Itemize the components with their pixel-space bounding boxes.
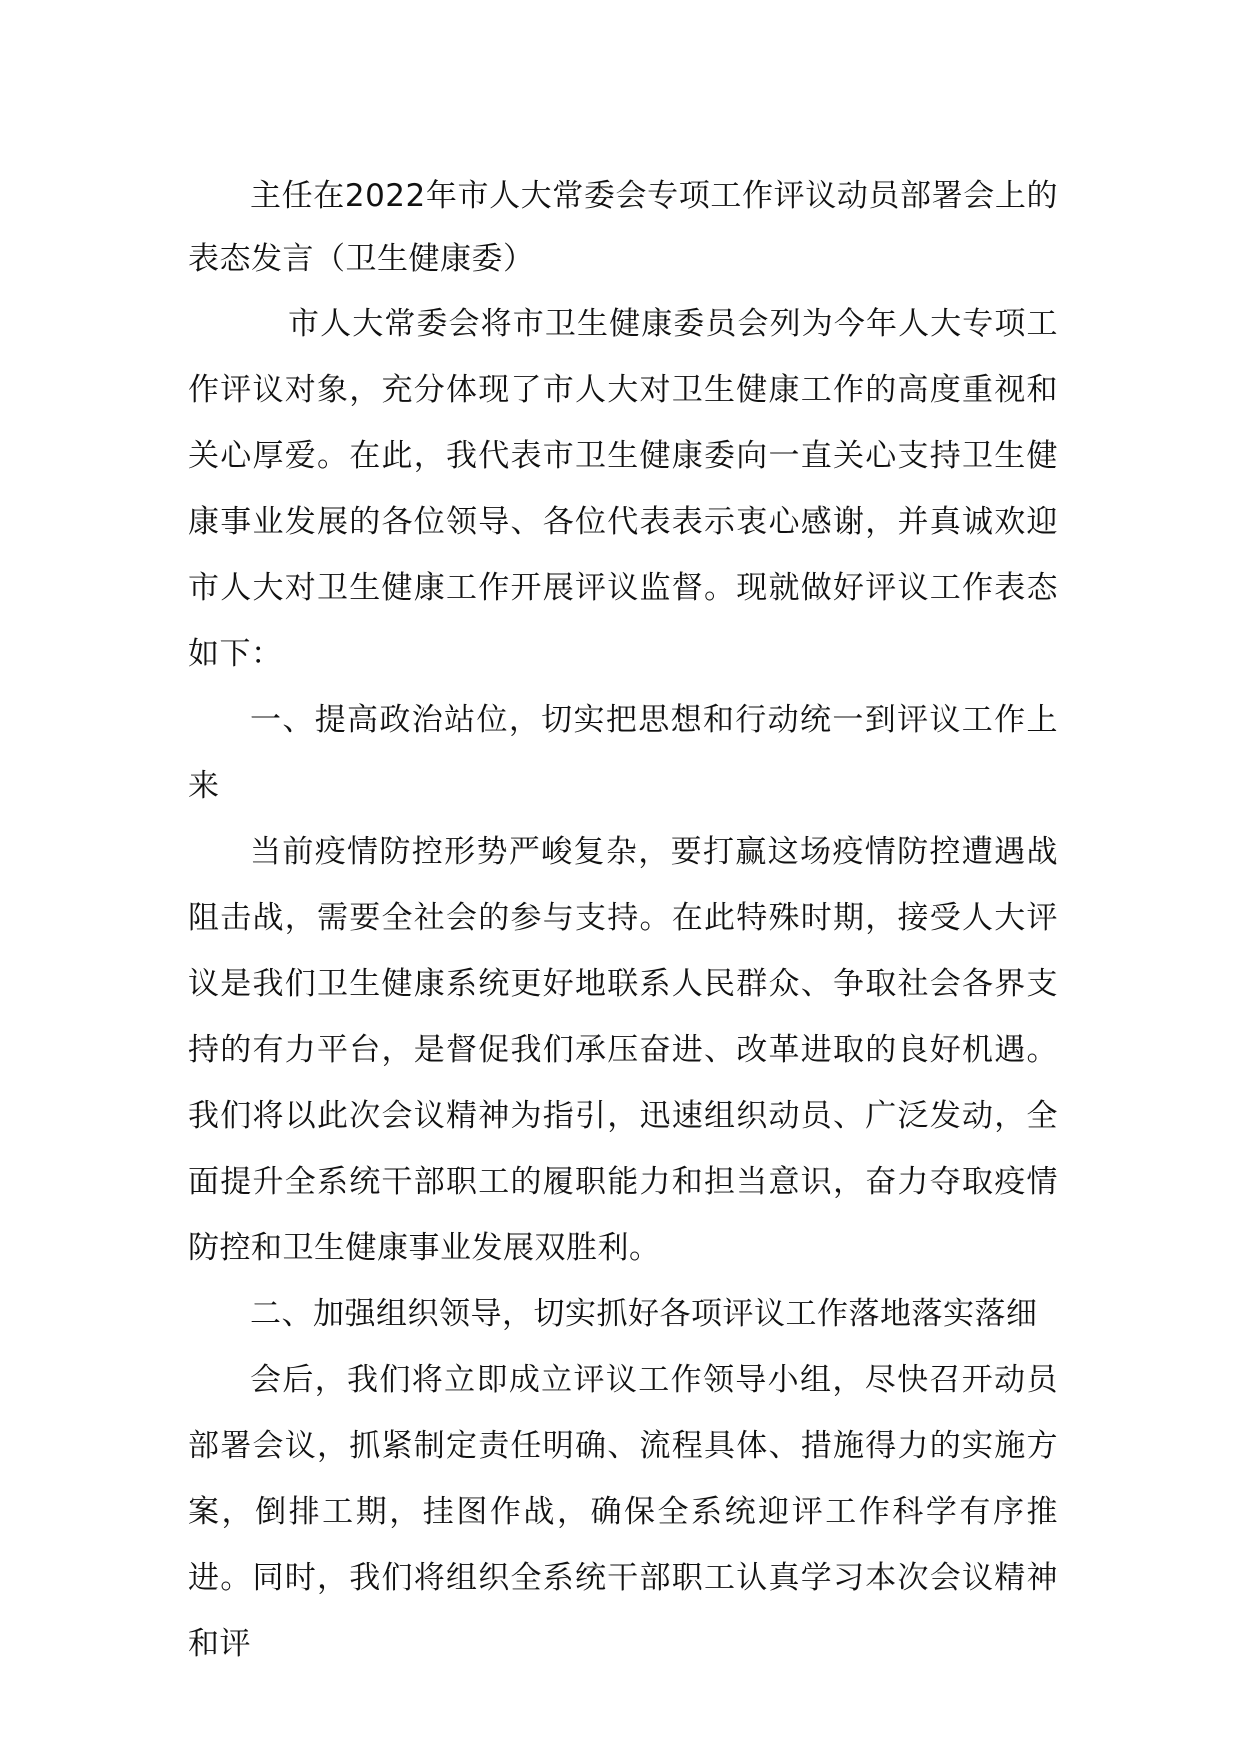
paragraph-section-1: 当前疫情防控形势严峻复杂，要打赢这场疫情防控遭遇战阻击战，需要全社会的参与支持。在此特殊时期，接受人大评议是我们卫生健康系统更好地联系人民群众、争取社会各界支持的有力平台，是督促我们承压奋进、改革进取的良好机遇。我们将以此次会议精神为指引，迅速组织动员、广泛发动，全面提升全系统干部职工的履职能力和担当意识，奋力夺取疫情防控和卫生健康事业发展双胜利。 xyxy=(188,834,1058,1266)
section-heading-1: 一、提高政治站位，切实把思想和行动统一到评议工作上来 xyxy=(188,702,1058,804)
section-heading-2: 二、加强组织领导，切实抓好各项评议工作落地落实落细 xyxy=(250,1296,1038,1332)
paragraph-section-2: 会后，我们将立即成立评议工作领导小组，尽快召开动员部署会议，抓紧制定责任明确、流程具体、措施得力的实施方案，倒排工期，挂图作战，确保全系统迎评工作科学有序推进。同时，我们将组织全系统干部职工认真学习本次会议精神和评 xyxy=(188,1362,1058,1662)
paragraph-intro: 市人大常委会将市卫生健康委员会列为今年人大专项工作评议对象，充分体现了市人大对卫生健康工作的高度重视和关心厚爱。在此，我代表市卫生健康委向一直关心支持卫生健康事业发展的各位领导、各位代表表示衷心感谢，并真诚欢迎市人大对卫生健康工作开展评议监督。现就做好评议工作表态如下： xyxy=(188,306,1058,672)
document-title: 主任在2022年市人大常委会专项工作评议动员部署会上的表态发言（卫生健康委） xyxy=(188,178,1058,277)
document-body xyxy=(188,165,1058,1677)
